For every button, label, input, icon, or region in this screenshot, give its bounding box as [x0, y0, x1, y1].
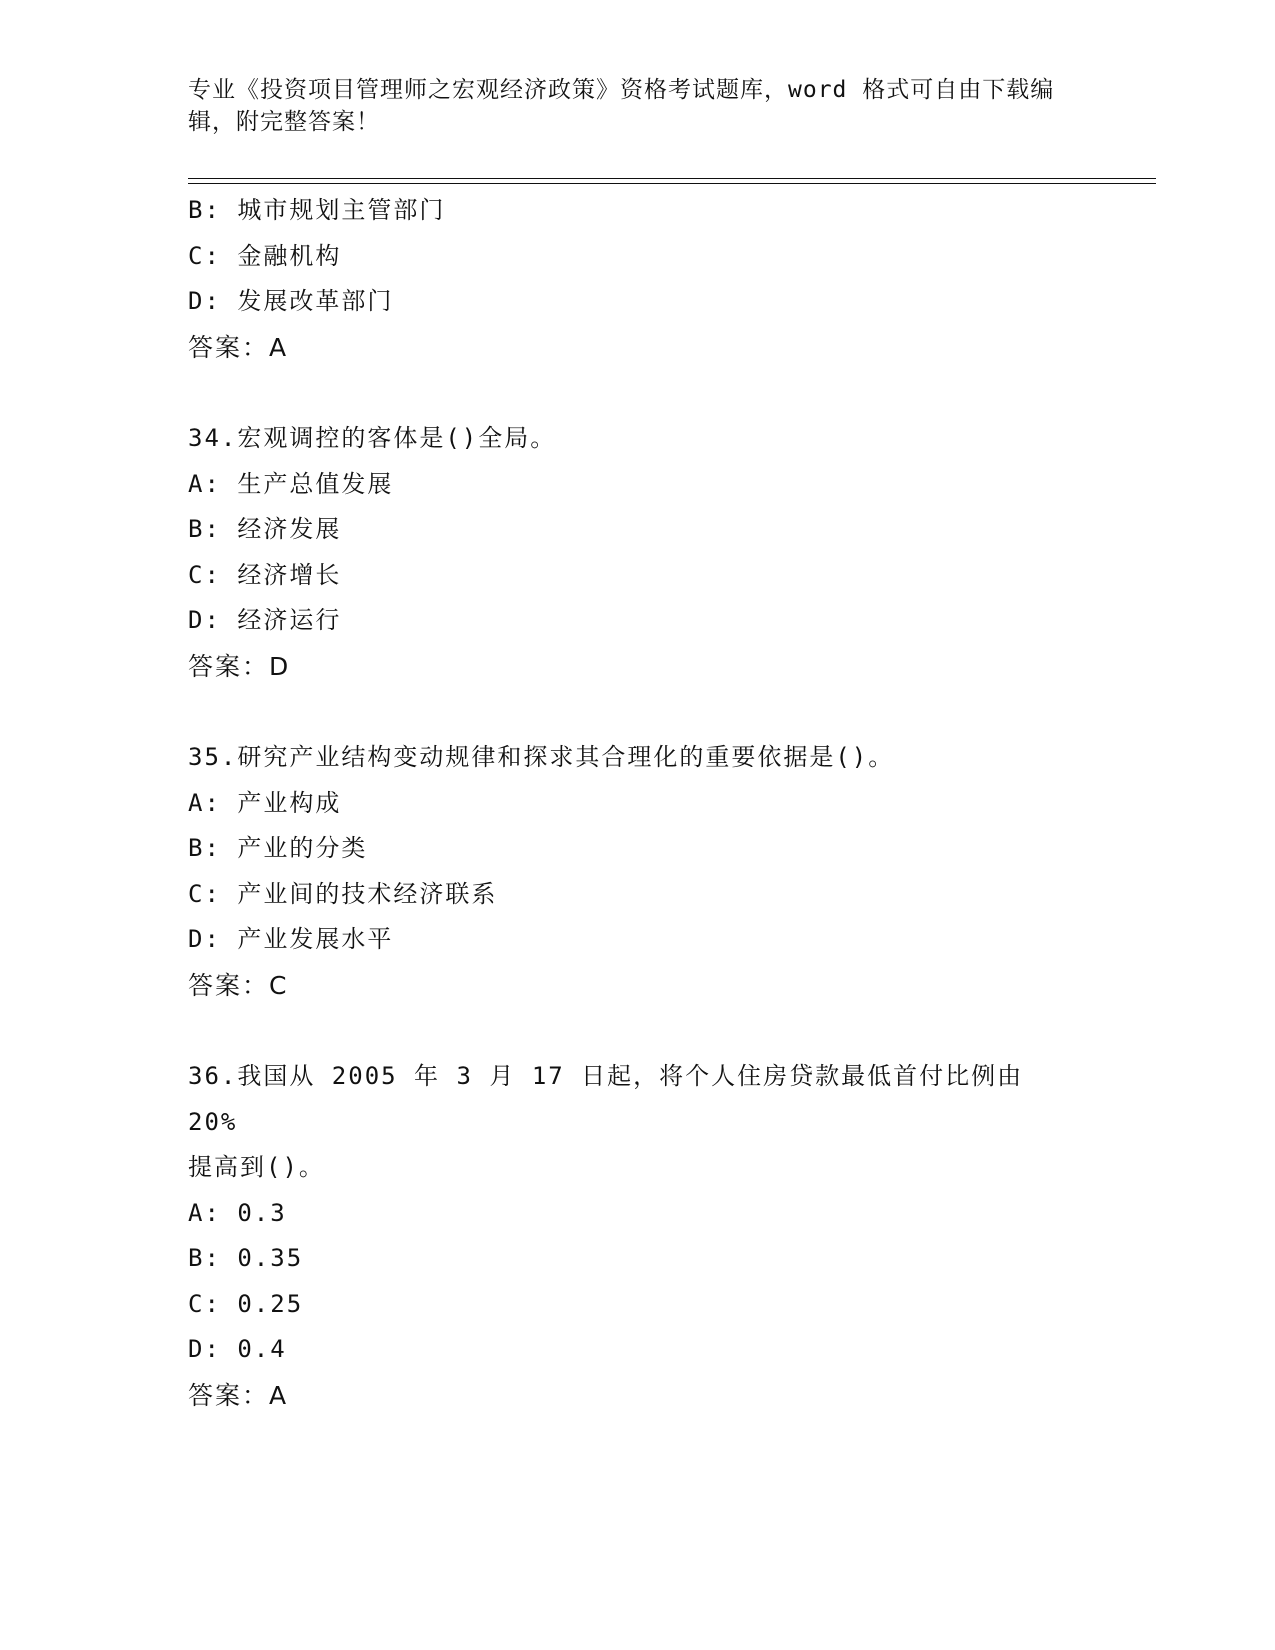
- header-divider-bottom: [188, 183, 1156, 184]
- question-stem: 35.研究产业结构变动规律和探求其合理化的重要依据是()。: [188, 743, 895, 771]
- option-b: B: 城市规划主管部门: [188, 196, 446, 224]
- answer-label: 答案：A: [188, 1380, 289, 1410]
- question-block-34: [188, 416, 1088, 689]
- question-stem: 34.宏观调控的客体是()全局。: [188, 424, 557, 452]
- question-stem-line-2: 提高到()。: [188, 1153, 325, 1181]
- question-stem-line-1: 36.我国从 2005 年 3 月 17 日起，将个人住房贷款最低首付比例由 20%: [188, 1062, 1024, 1136]
- option-b: B: 经济发展: [188, 515, 342, 543]
- document-header: [188, 74, 1068, 138]
- option-c: C: 金融机构: [188, 241, 342, 270]
- option-a: A: 生产总值发展: [188, 469, 394, 498]
- question-list: [188, 188, 1088, 1418]
- answer-label: 答案：D: [188, 651, 291, 681]
- question-block-35: [188, 735, 1088, 1008]
- option-b: B: 产业的分类: [188, 834, 368, 862]
- answer-label: 答案：A: [188, 332, 289, 362]
- header-divider-top: [188, 178, 1156, 179]
- header-line-1: 专业《投资项目管理师之宏观经济政策》资格考试题库，word 格式可自由下载编: [188, 77, 1055, 103]
- option-c: C: 经济增长: [188, 560, 342, 589]
- option-d: D: 经济运行: [188, 606, 342, 634]
- option-a: A: 0.3: [188, 1198, 287, 1227]
- question-block-36: [188, 1054, 1088, 1418]
- question-block-33: [188, 188, 1088, 370]
- option-b: B: 0.35: [188, 1244, 304, 1272]
- option-d: D: 产业发展水平: [188, 925, 394, 953]
- option-c: C: 0.25: [188, 1289, 304, 1318]
- option-d: D: 0.4: [188, 1335, 287, 1363]
- header-line-2: 辑，附完整答案！: [188, 109, 380, 135]
- option-c: C: 产业间的技术经济联系: [188, 879, 498, 908]
- answer-label: 答案：C: [188, 970, 289, 1000]
- option-a: A: 产业构成: [188, 788, 342, 817]
- option-d: D: 发展改革部门: [188, 287, 394, 315]
